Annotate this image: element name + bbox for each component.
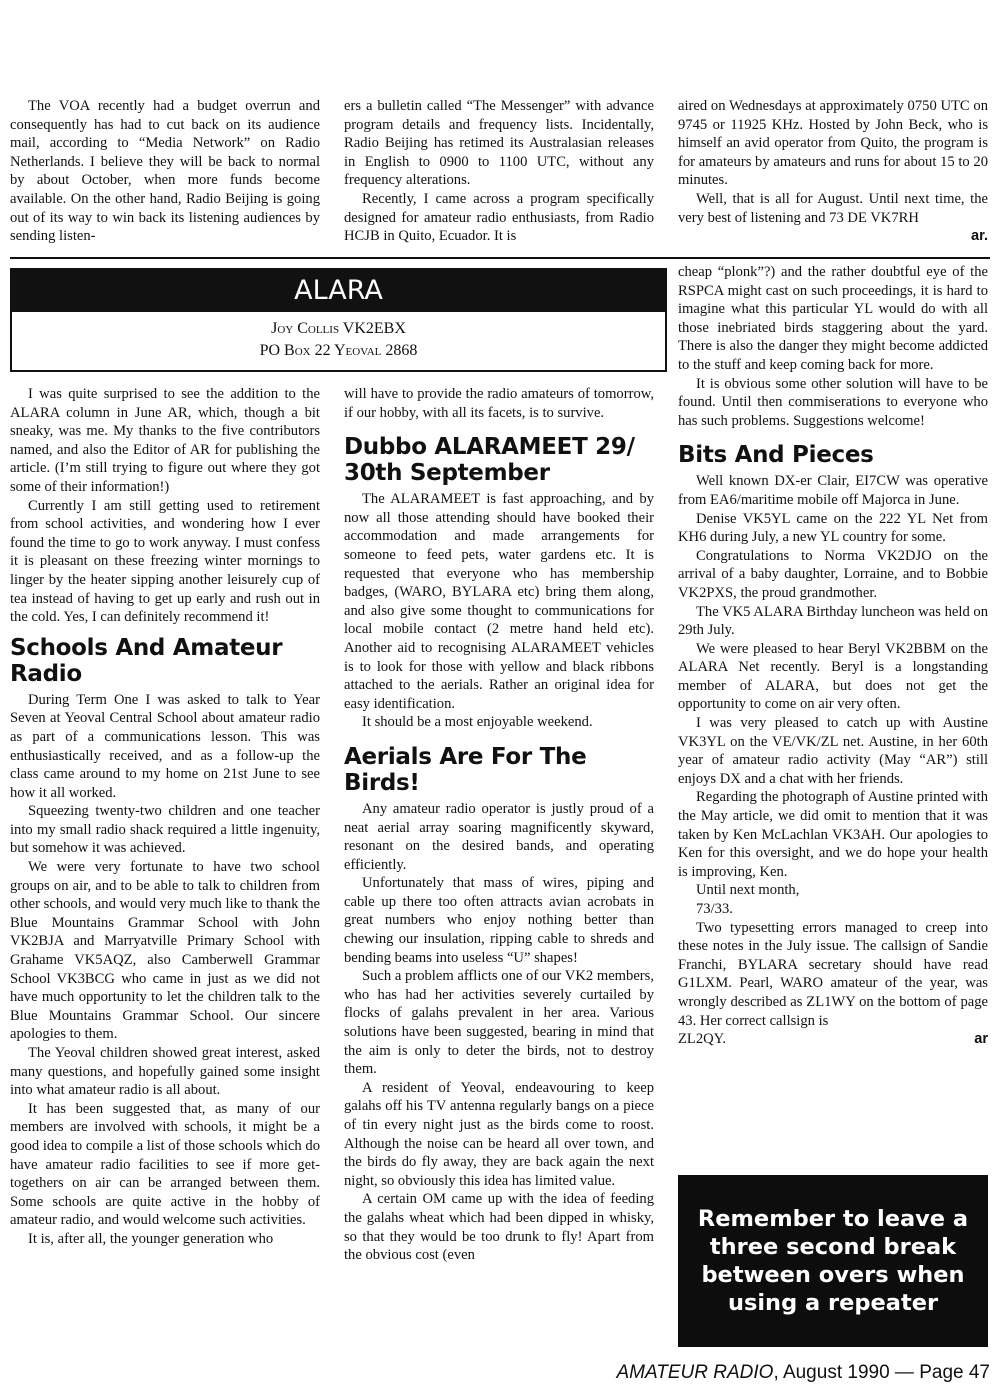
paragraph: Well known DX-er Clair, EI7CW was operative from EA6/maritime mobile off Majorca in June. xyxy=(678,473,988,508)
article-column-2 xyxy=(344,385,654,1265)
article-column-1 xyxy=(10,385,320,1249)
paragraph: A resident of Yeoval, endeavouring to keep galahs off his TV antenna regularly bangs on a piece of tin every night just as the birds come to roost. Although the noise can be heard all over town, and the birds do fly away, they are back again the next night, so obviously this idea has limited value. xyxy=(344,1079,654,1189)
paragraph: Such a problem afflicts one of our VK2 members, who has had her activities severely curtailed by flocks of galahs prevalent in her area. Various solutions have been suggested, bearing in mind that the aim is only to deter the birds, not to destroy them. xyxy=(344,968,654,1078)
paragraph: Unfortunately that mass of wires, piping and cable up there too often attracts avian acrobats in great numbers who enjoy nothing better than chewing our insulation, ripping cable to shreds and bending beams into useless “U” shapes! xyxy=(344,875,654,966)
paragraph: I was very pleased to catch up with Austine VK3YL on the VE/VK/ZL net. Austine, in her 60th year of amateur radio activity (May “AR”) still enjoys DX and a chat with her friends. xyxy=(678,715,988,787)
paragraph: Congratulations to Norma VK2DJO on the arrival of a baby daughter, Lorraine, and to Bobbie VK2PXS, the proud grandmother. xyxy=(678,547,988,601)
paragraph: A certain OM came up with the idea of feeding the galahs wheat which had been dipped in whisky, so that they would be too drunk to fly! Apart from the obvious cost (even xyxy=(344,1191,654,1264)
top-column-3 xyxy=(678,97,988,246)
section-divider xyxy=(10,257,990,259)
end-mark: ar. xyxy=(970,228,988,245)
paragraph: The Yeoval children showed great interest, asked many questions, and hopefully gained some insight into what amateur radio is all about. xyxy=(10,1045,320,1099)
paragraph: During Term One I was asked to talk to Year Seven at Yeoval Central School about amateur radio as part of a communications lesson. This was enthusiastically received, and as a follow-up the class came around to my home on 21st June to see how it all worked. xyxy=(10,691,320,801)
section-heading: Bits And Pieces xyxy=(678,442,874,469)
paragraph: Recently, I came across a program specifically designed for amateur radio enthusiasts, from Radio HCJB in Quito, Ecuador. It is xyxy=(344,190,654,245)
paragraph: It has been suggested that, as many of our members are involved with schools, it might be a good idea to compile a list of those schools which do have amateur radio facilities to see if more get-togethers on air can be arranged between them. Some schools are quite active in the hobby of amateur radio, and would welcome such activities. xyxy=(10,1100,320,1229)
section-heading: Aerials Are For The Birds! xyxy=(344,743,587,796)
paragraph: Well, that is all for August. Until next time, the very best of listening and 73 DE VK7RH xyxy=(678,190,988,226)
paragraph: The ALARAMEET is fast approaching, and by now all those attending should have booked their accommodation and made arrangements for someone to feed pets, water gardens etc. It is requested that everyone who has membership badges, (WARO, BYLARA etc) bring them along, and also give some thought to communications for local mobile contact (2 metre hand held etc). Another aid to recognising ALARAMEET vehicles is to look for those with yellow and black ribbons attached to the aerials. Rather an original idea for easy identification. xyxy=(344,491,654,712)
paragraph: 73/33. xyxy=(696,901,733,917)
paragraph: I was quite surprised to see the addition to the ALARA column in June AR, which, though a bit sneaky, was me. My thanks to the five contributors named, and also the Editor of AR for publishing the article. (I’m still trying to figure out where they got some of their information!) xyxy=(10,386,320,495)
repeater-notice-text: Remember to leave a three second break between overs when using a repeater xyxy=(697,1206,969,1316)
top-column-1 xyxy=(10,97,320,246)
paragraph: ers a bulletin called “The Messenger” with advance program details and frequency lists. Incidentally, Radio Beijing has retimed its Australasian releases in English to 0900 to 1100 UTC, without any frequency alterations. xyxy=(344,98,654,189)
end-mark: ar xyxy=(974,1031,988,1048)
top-column-2 xyxy=(344,97,654,246)
paragraph: We were pleased to hear Beryl VK2BBM on the ALARA Net recently. Beryl is a longstanding member of ALARA, but does not get the opportunity to come on air very often. xyxy=(678,640,988,713)
paragraph: will have to provide the radio amateurs of tomorrow, if our hobby, with all its facets, is to survive. xyxy=(344,386,654,421)
paragraph: It is, after all, the younger generation who xyxy=(28,1230,274,1247)
paragraph: The VK5 ALARA Birthday luncheon was held on 29th July. xyxy=(678,603,988,639)
author-address: PO Box 22 Yeoval 2868 xyxy=(259,342,418,359)
paragraph: Two typesetting errors managed to creep into these notes in the July issue. The callsign of Sandie Franchi, BYLARA secretary should have read G1LXM. Pearl, WARO amateur of the year, was wrongly described as ZL1WY on the bottom of page 43. Her correct callsign is xyxy=(678,919,988,1029)
column-header-box xyxy=(10,268,667,372)
paragraph: Any amateur radio operator is justly proud of a neat aerial array soaring magnificently skyward, resonant on the desired bands, and operating efficiently. xyxy=(344,800,654,873)
page-footer xyxy=(540,1362,990,1384)
paragraph: It should be a most enjoyable weekend. xyxy=(362,714,593,731)
paragraph: Denise VK5YL came on the 222 YL Net from KH6 during July, a new YL country for some. xyxy=(678,510,988,546)
paragraph: The VOA recently had a budget overrun and consequently has had to cut back on its audience mail, according to “Media Network” on Radio Netherlands. I believe they will be back to normal by about October, when more funds become available. On the other hand, Radio Beijing is going out of its way to win back its listening audiences by sending listen- xyxy=(10,98,320,245)
paragraph: Squeezing twenty-two children and one teacher into my small radio shack required a little ingenuity, but somehow it was achieved. xyxy=(10,803,320,857)
paragraph: It is obvious some other solution will have to be found. Until then commiserations to everyone who has such problems. Suggestions welcome! xyxy=(678,375,988,429)
article-column-3 xyxy=(678,263,988,1049)
paragraph: Until next month, xyxy=(696,882,800,899)
end-mark-row xyxy=(678,227,988,246)
paragraph: Currently I am still getting used to retirement from school activities, and wondering how I ever found the time to go to work anyway. I must confess it is pleasant on these freezing winter mornings to linger by the heater sipping another leisurely cup of tea instead of having to get up early and rush out in the cold. Yes, I can definitely recommend it! xyxy=(10,497,320,626)
author-byline: Joy Collis VK2EBX xyxy=(271,320,406,337)
paragraph: Regarding the photograph of Austine printed with the May article, we did omit to mention that it was taken by Ken McLachlan VK3AH. Our apologies to Ken for this oversight, and we do hope your health is improving, Ken. xyxy=(678,789,988,880)
paragraph: aired on Wednesdays at approximately 0750 UTC on 9745 or 11925 KHz. Hosted by John Beck, who is himself an avid operator from Quito, the program is for amateurs by amateurs and runs for about 15 to 20 minutes. xyxy=(678,98,988,189)
section-heading: Dubbo ALARAMEET 29/ 30th September xyxy=(344,434,635,487)
end-mark-row xyxy=(678,1030,988,1049)
column-title: ALARA xyxy=(12,270,665,312)
section-heading: Schools And Amateur Radio xyxy=(10,634,283,687)
paragraph: We were very fortunate to have two school groups on air, and to be able to talk to children from other schools, and would very much like to thank the Blue Mountains Grammar School with John VK2BJA and Marryatville Primary School with Grahame VK5AQZ, also Camberwell Grammar School VK3BCG who came in just as we did not have much opportunity to let the children talk to the Blue Mountains Grammar School. Our sincere apologies to them. xyxy=(10,859,320,1043)
repeater-notice-box xyxy=(678,1175,988,1347)
paragraph: cheap “plonk”?) and the rather doubtful eye of the RSPCA might cast on such proceedings, it is hard to imagine what this particular YL would do with all those inebriated birds staggering about the yard. There is also the danger they might become addicted to the stuff and keep coming back for more. xyxy=(678,264,988,373)
issue-and-page: , August 1990 — Page 47 xyxy=(773,1362,990,1383)
callsign-correction: ZL2QY. xyxy=(678,1031,726,1048)
magazine-title: AMATEUR RADIO xyxy=(616,1362,774,1383)
